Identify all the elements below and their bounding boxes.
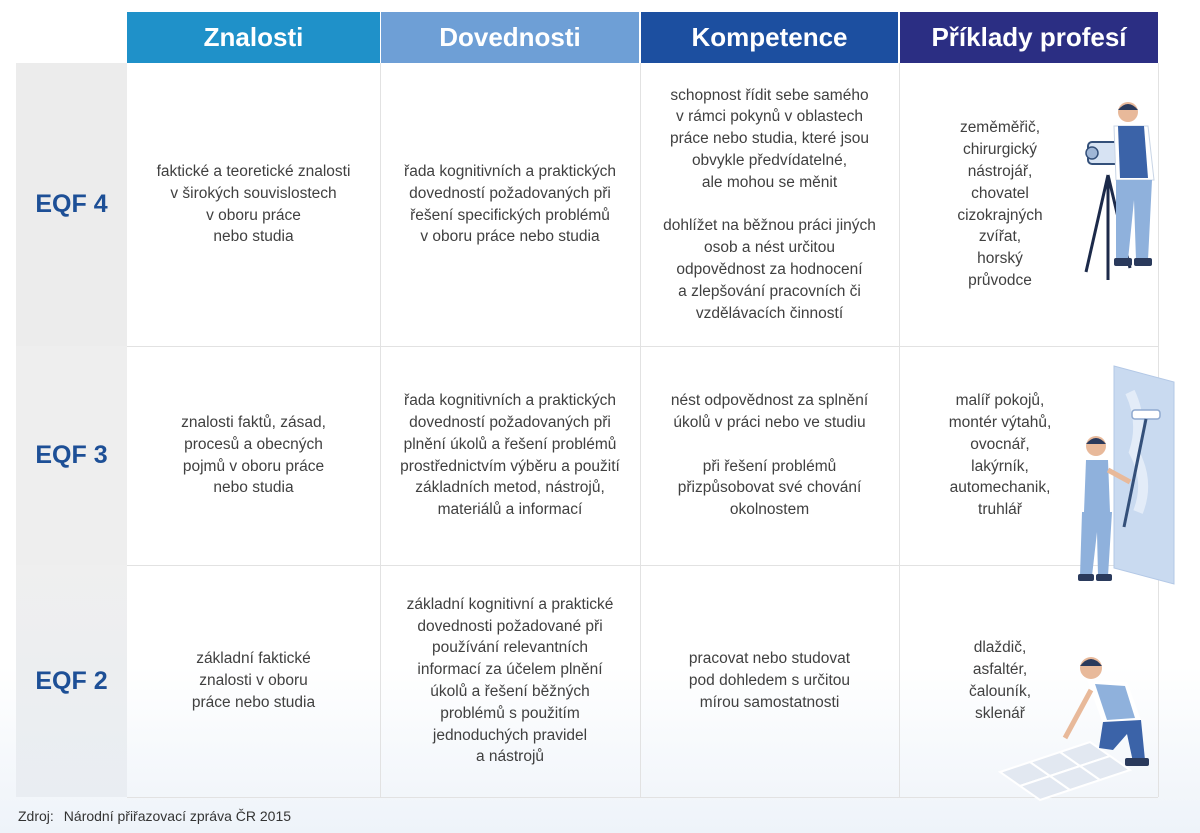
surveyor-illustration [1078, 100, 1178, 300]
row-label-eqf4: EQF 4 [16, 63, 127, 346]
header-priklady-profesi: Příklady profesí [900, 12, 1158, 63]
cell-eqf2-kompetence: pracovat nebo studovat pod dohledem s určitou mírou samostatnosti [688, 650, 851, 711]
source-label: Zdroj: [18, 808, 54, 824]
row-label-eqf3: EQF 3 [16, 346, 127, 565]
cell-eqf3-znalosti: znalosti faktů, zásad, procesů a obecných pojmů v oboru práce nebo studia [181, 413, 326, 497]
header-znalosti: Znalosti [127, 12, 380, 63]
cell-eqf3-dovednosti: řada kognitivních a praktických dovedností požadovaných při plnění úkolů a řešení problémů prostřednictvím výběru a použití základních metod, nástrojů, materiálů a informací [400, 392, 620, 519]
painter-illustration [1072, 362, 1180, 590]
cell-eqf3-kompetence: nést odpovědnost za splnění úkolů v práci nebo ve studiu při řešení problémů přizpůsobovat své chování okolnostem [670, 392, 869, 519]
source-text: Národní přiřazovací zpráva ČR 2015 [63, 808, 292, 824]
cell-eqf2-dovednosti: základní kognitivní a praktické dovednosti požadované při používání relevantních informací za účelem plnění úkolů a řešení běžných problémů s použitím jednoduchých pravidel a nástrojů [406, 595, 614, 766]
cell-eqf3-profese: malíř pokojů, montér výtahů, ovocnář, lakýrník, automechanik, truhlář [948, 392, 1052, 519]
cell-eqf4-profese: zeměměřič, chirurgický nástrojář, chovatel cizokrajných zvířat, horský průvodce [957, 119, 1043, 289]
cell-eqf2-znalosti: základní faktické znalosti v oboru práce nebo studia [191, 650, 316, 711]
cell-eqf4-znalosti: faktické a teoretické znalosti v širokých souvislostech v oboru práce nebo studia [156, 162, 351, 246]
source-note [18, 808, 291, 824]
header-dovednosti: Dovednosti [381, 12, 639, 63]
cell-eqf4-kompetence: schopnost řídit sebe samého v rámci pokynů v oblastech práce nebo studia, které jsou obvykle předvídatelné, ale mohou se měnit dohlížet na běžnou práci jiných osob a nést určitou odpovědnost za hodnocení a zlepšování pracovních či vzdělávacích činností [663, 86, 876, 322]
cell-eqf4-dovednosti: řada kognitivních a praktických dovedností požadovaných při řešení specifických problémů v oboru práce nebo studia [404, 162, 616, 246]
header-kompetence: Kompetence [641, 12, 898, 63]
row-label-eqf2: EQF 2 [16, 565, 127, 797]
tiler-illustration [995, 650, 1175, 808]
cell-eqf2-profese: dlaždič, asfaltér, čalouník, sklenář [968, 639, 1032, 722]
